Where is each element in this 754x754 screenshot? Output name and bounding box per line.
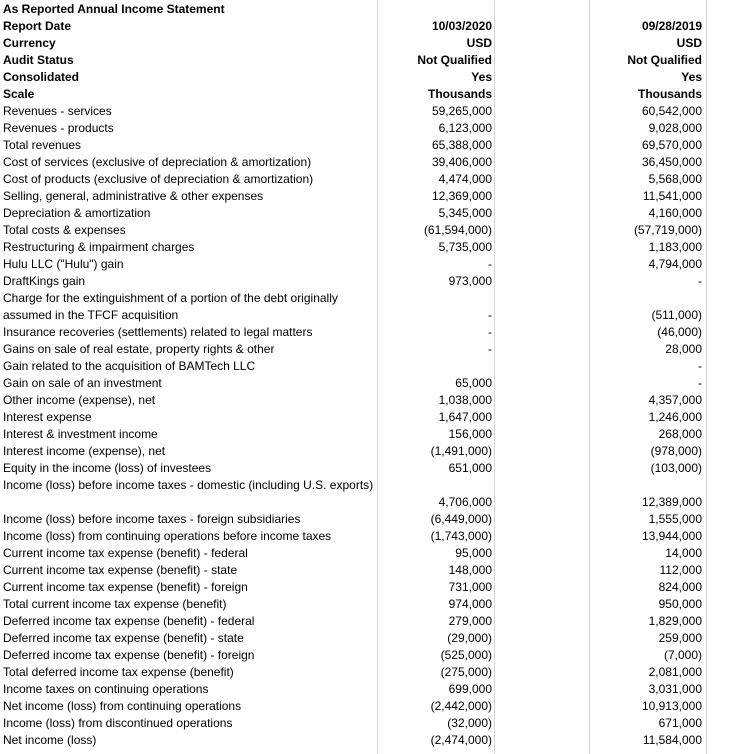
table-row[interactable] — [0, 647, 754, 664]
value-fy2019: 1,829,000 — [648, 614, 702, 628]
value-fy2020: 6,123,000 — [438, 121, 492, 135]
value-fy2019: - — [698, 376, 702, 390]
table-row[interactable] — [0, 188, 754, 205]
value-fy2019: 09/28/2019 — [641, 19, 702, 33]
value-fy2019: 268,000 — [658, 427, 702, 441]
row-label: As Reported Annual Income Statement — [3, 2, 225, 16]
row-label: Audit Status — [3, 53, 74, 67]
value-fy2020: 4,474,000 — [438, 172, 492, 186]
row-label: Interest income (expense), net — [3, 444, 166, 458]
row-label: Charge for the extinguishment of a portion of the debt originally assumed in the TFCF acquisition — [3, 291, 338, 322]
value-fy2019: 69,570,000 — [641, 138, 702, 152]
row-label: DraftKings gain — [3, 274, 86, 288]
row-label: Income (loss) before income taxes - foreign subsidiaries — [3, 512, 301, 526]
row-label: Revenues - services — [3, 104, 112, 118]
value-fy2019: 3,031,000 — [648, 682, 702, 696]
value-fy2019: 1,555,000 — [648, 512, 702, 526]
table-row[interactable] — [0, 409, 754, 426]
value-fy2019: Thousands — [637, 87, 702, 101]
value-fy2019: (57,719,000) — [633, 223, 702, 237]
value-fy2020: 12,369,000 — [431, 189, 492, 203]
value-fy2019: 11,584,000 — [642, 733, 702, 747]
value-fy2019: 2,081,000 — [648, 665, 702, 679]
row-label: Equity in the income (loss) of investees — [3, 461, 212, 475]
value-fy2019: 5,568,000 — [648, 172, 702, 186]
table-row[interactable] — [0, 52, 754, 69]
value-fy2020: 279,000 — [448, 614, 492, 628]
value-fy2020: 1,647,000 — [438, 410, 492, 424]
row-label: Total revenues — [3, 138, 82, 152]
value-fy2019: Yes — [681, 70, 702, 84]
value-fy2020: (1,743,000) — [430, 529, 492, 543]
table-row[interactable] — [0, 120, 754, 137]
table-row[interactable] — [0, 375, 754, 392]
table-row[interactable] — [0, 630, 754, 647]
table-row[interactable] — [0, 35, 754, 52]
table-row[interactable] — [0, 545, 754, 562]
value-fy2020: - — [488, 342, 492, 356]
table-row[interactable] — [0, 732, 754, 749]
table-row[interactable] — [0, 171, 754, 188]
value-fy2020: - — [488, 325, 492, 339]
table-row[interactable] — [0, 86, 754, 103]
value-fy2019: 10,913,000 — [641, 699, 702, 713]
row-label: Income (loss) before income taxes - domestic (including U.S. exports) — [3, 478, 374, 492]
value-fy2019: 1,183,000 — [648, 240, 702, 254]
value-fy2019: 671,000 — [658, 716, 702, 730]
value-fy2019: - — [698, 274, 702, 288]
table-row[interactable] — [0, 613, 754, 630]
value-fy2019: 1,246,000 — [648, 410, 702, 424]
value-fy2020: (2,442,000) — [430, 699, 492, 713]
row-label: Deferred income tax expense (benefit) - federal — [3, 614, 255, 628]
value-fy2019: 824,000 — [658, 580, 702, 594]
table-row[interactable] — [0, 256, 754, 273]
row-label: Gain on sale of an investment — [3, 376, 162, 390]
value-fy2020: (2,474,000) — [430, 733, 492, 747]
table-row[interactable] — [0, 103, 754, 120]
row-label: Deferred income tax expense (benefit) - foreign — [3, 648, 255, 662]
value-fy2019: 4,357,000 — [648, 393, 702, 407]
row-label: Restructuring & impairment charges — [3, 240, 195, 254]
row-label: Current income tax expense (benefit) - state — [3, 563, 238, 577]
table-row[interactable] — [0, 596, 754, 613]
table-row[interactable] — [0, 392, 754, 409]
value-fy2020: 4,706,000 — [438, 495, 492, 509]
value-fy2020: (275,000) — [440, 665, 492, 679]
value-fy2020: - — [488, 257, 492, 271]
table-row[interactable] — [0, 681, 754, 698]
row-label: Consolidated — [3, 70, 80, 84]
table-row[interactable] — [0, 290, 754, 324]
row-label: Currency — [3, 36, 56, 50]
value-fy2020: 65,000 — [455, 376, 492, 390]
value-fy2019: 13,944,000 — [641, 529, 702, 543]
row-label: Report Date — [3, 19, 72, 33]
value-fy2019: 12,389,000 — [641, 495, 702, 509]
value-fy2020: (1,491,000) — [430, 444, 492, 458]
value-fy2020: 59,265,000 — [431, 104, 492, 118]
table-row[interactable] — [0, 239, 754, 256]
table-row[interactable] — [0, 1, 754, 18]
value-fy2020 — [379, 358, 492, 375]
value-fy2019: 4,160,000 — [648, 206, 702, 220]
value-fy2019: Not Qualified — [627, 53, 702, 67]
table-row[interactable] — [0, 205, 754, 222]
row-label: Total current income tax expense (benefit) — [3, 597, 227, 611]
row-label: Net income (loss) — [3, 733, 97, 747]
value-fy2019: 14,000 — [665, 546, 702, 560]
table-row[interactable] — [0, 69, 754, 86]
row-label: Other income (expense), net — [3, 393, 156, 407]
value-fy2019: 4,794,000 — [648, 257, 702, 271]
value-fy2020: 95,000 — [455, 546, 492, 560]
value-fy2020: (61,594,000) — [423, 223, 492, 237]
value-fy2020: 65,388,000 — [431, 138, 492, 152]
row-label: Deferred income tax expense (benefit) - state — [3, 631, 244, 645]
value-fy2020: 651,000 — [448, 461, 492, 475]
value-fy2020: 973,000 — [448, 274, 492, 288]
row-label: Depreciation & amortization — [3, 206, 151, 220]
table-row[interactable] — [0, 715, 754, 732]
table-row[interactable] — [0, 460, 754, 477]
table-row[interactable] — [0, 528, 754, 545]
row-label: Income (loss) from continuing operations before income taxes — [3, 529, 332, 543]
value-fy2020: 156,000 — [448, 427, 492, 441]
table-row[interactable] — [0, 511, 754, 528]
row-label: Interest & investment income — [3, 427, 158, 441]
table-row[interactable] — [0, 137, 754, 154]
value-fy2019: 60,542,000 — [641, 104, 702, 118]
value-fy2020: 148,000 — [448, 563, 492, 577]
value-fy2019: 28,000 — [665, 342, 702, 356]
row-label: Income (loss) from discontinued operations — [3, 716, 233, 730]
value-fy2020: 5,345,000 — [438, 206, 492, 220]
value-fy2020: 5,735,000 — [438, 240, 492, 254]
value-fy2020: USD — [466, 36, 492, 50]
value-fy2019: (46,000) — [657, 325, 702, 339]
value-fy2020: (525,000) — [440, 648, 492, 662]
value-fy2020: 10/03/2020 — [431, 19, 492, 33]
row-label: Income taxes on continuing operations — [3, 682, 209, 696]
row-label: Hulu LLC ("Hulu") gain — [3, 257, 124, 271]
value-fy2019: (7,000) — [663, 648, 702, 662]
value-fy2020: 731,000 — [448, 580, 492, 594]
value-fy2019: 11,541,000 — [642, 189, 702, 203]
value-fy2020: 1,038,000 — [438, 393, 492, 407]
value-fy2020 — [379, 1, 492, 18]
value-fy2019: 259,000 — [658, 631, 702, 645]
value-fy2019: 9,028,000 — [648, 121, 702, 135]
table-row[interactable] — [0, 698, 754, 715]
table-row[interactable] — [0, 358, 754, 375]
row-label: Gain related to the acquisition of BAMTech LLC — [3, 359, 256, 373]
row-label: Cost of products (exclusive of depreciation & amortization) — [3, 172, 314, 186]
table-row[interactable] — [0, 477, 754, 511]
table-row[interactable] — [0, 664, 754, 681]
value-fy2019: 950,000 — [658, 597, 702, 611]
table-row[interactable] — [0, 273, 754, 290]
table-row[interactable] — [0, 443, 754, 460]
value-fy2019: (978,000) — [650, 444, 702, 458]
table-row[interactable] — [0, 154, 754, 171]
row-label: Cost of services (exclusive of depreciation & amortization) — [3, 155, 312, 169]
row-label: Total deferred income tax expense (benefit) — [3, 665, 234, 679]
row-label: Gains on sale of real estate, property rights & other — [3, 342, 275, 356]
value-fy2019: (103,000) — [650, 461, 702, 475]
value-fy2019: 112,000 — [659, 563, 702, 577]
row-label: Net income (loss) from continuing operations — [3, 699, 242, 713]
table-row[interactable] — [0, 426, 754, 443]
value-fy2020: 974,000 — [448, 597, 492, 611]
value-fy2020: 39,406,000 — [431, 155, 492, 169]
table-row[interactable] — [0, 324, 754, 341]
row-label: Current income tax expense (benefit) - foreign — [3, 580, 248, 594]
row-label: Scale — [3, 87, 35, 101]
value-fy2019 — [591, 1, 702, 18]
value-fy2020: (32,000) — [447, 716, 492, 730]
table-row[interactable] — [0, 222, 754, 239]
value-fy2020: Thousands — [427, 87, 492, 101]
value-fy2019: - — [698, 359, 702, 373]
value-fy2020: - — [488, 308, 492, 322]
table-row[interactable] — [0, 562, 754, 579]
row-label: Selling, general, administrative & other expenses — [3, 189, 264, 203]
table-row[interactable] — [0, 579, 754, 596]
value-fy2020: Not Qualified — [417, 53, 492, 67]
row-label: Current income tax expense (benefit) - federal — [3, 546, 248, 560]
table-row[interactable] — [0, 341, 754, 358]
value-fy2020: (29,000) — [447, 631, 492, 645]
value-fy2020: (6,449,000) — [430, 512, 492, 526]
row-label: Revenues - products — [3, 121, 114, 135]
row-label: Total costs & expenses — [3, 223, 126, 237]
value-fy2019: (511,000) — [651, 308, 702, 322]
value-fy2019: USD — [676, 36, 702, 50]
row-label: Insurance recoveries (settlements) related to legal matters — [3, 325, 313, 339]
value-fy2020: 699,000 — [448, 682, 492, 696]
value-fy2020: Yes — [471, 70, 492, 84]
row-label: Interest expense — [3, 410, 92, 424]
table-row[interactable] — [0, 18, 754, 35]
value-fy2019: 36,450,000 — [641, 155, 702, 169]
